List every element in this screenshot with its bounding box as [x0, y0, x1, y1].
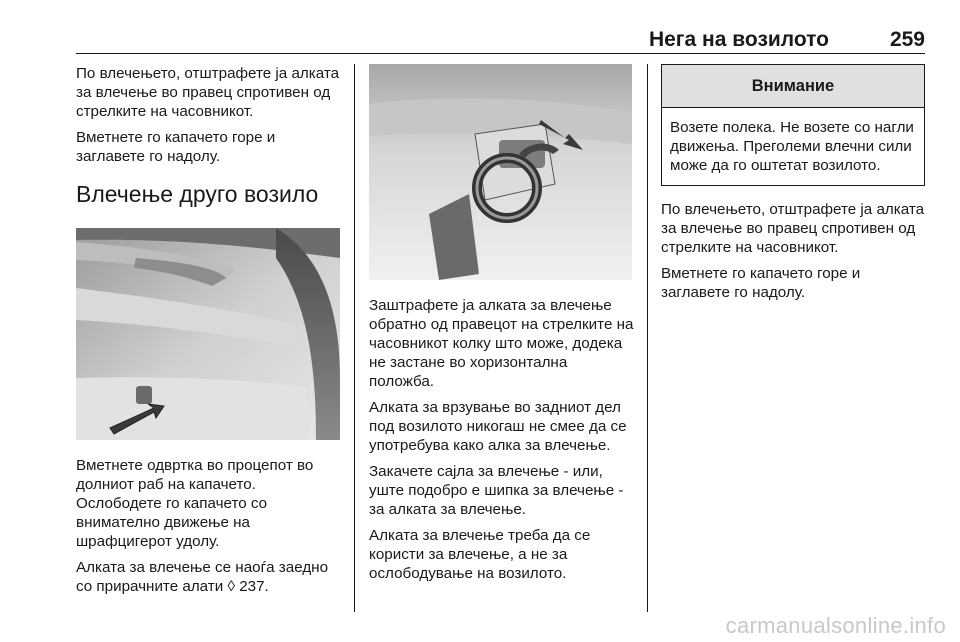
paragraph-screw-in-eye: Заштрафете ја алката за влечење обратно од правецот на стрелките на часовникот колку што може, додека не застане во хоризонтална положба. — [369, 297, 634, 390]
header-rule — [76, 53, 925, 54]
column-3 — [661, 64, 925, 309]
section-title: Нега на возилото — [648, 28, 829, 51]
paragraph-unscrew-eye: По влечењето, отштрафете ја алката за влечење во правец спротивен од стрелките на часовникот. — [76, 65, 340, 120]
paragraph-insert-cap: Вметнете го капачето горе и заглавете го надолу. — [76, 129, 276, 165]
page-reference-number[interactable]: 237. — [234, 578, 269, 595]
paragraph-eye-usage: Алката за влечење треба да се користи за влечење, а не за ослободување на возилото. — [369, 527, 591, 582]
section-heading: Влечење друго возило — [76, 181, 319, 207]
page-reference-icon: ◊ — [227, 578, 235, 595]
column-2 — [369, 64, 634, 590]
paragraph-attach-rope: Закачете сајла за влечење - или, уште подобро е шипка за влечење - за алката за влечење. — [369, 463, 624, 518]
column-divider-2 — [647, 64, 648, 612]
tools-location-text: Алката за влечење се наоѓа заедно со прирачните алати — [76, 559, 329, 595]
caution-box — [661, 64, 925, 186]
paragraph-tools-location — [76, 558, 342, 596]
watermark: carmanualsonline.info — [725, 613, 946, 638]
paragraph-lashing-eye-warning: Алката за врзување во задниот дел под возилото никогаш не смее да се употребува како алка за влечење. — [369, 399, 627, 454]
paragraph-remove-cap: Вметнете одвртка во процепот во долниот раб на капачето. Ослободете го капачето со внимателно движење на шрафцигерот удолу. — [76, 457, 314, 550]
rear-bumper-illustration — [76, 228, 340, 440]
caution-text: Возете полека. Не возете со нагли движења. Преголеми влечни сили може да го оштетат возилото. — [670, 119, 914, 174]
caution-title: Внимание — [662, 65, 924, 108]
page-number: 259 — [889, 28, 925, 51]
page-header — [76, 26, 925, 56]
paragraph-insert-cap-2: Вметнете го капачето горе и заглавете го надолу. — [661, 265, 861, 301]
towing-eye-illustration — [369, 64, 632, 280]
column-1 — [76, 64, 342, 603]
column-divider-1 — [354, 64, 355, 612]
paragraph-unscrew-eye-2: По влечењето, отштрафете ја алката за влечење во правец спротивен од стрелките на часовникот. — [661, 201, 925, 256]
